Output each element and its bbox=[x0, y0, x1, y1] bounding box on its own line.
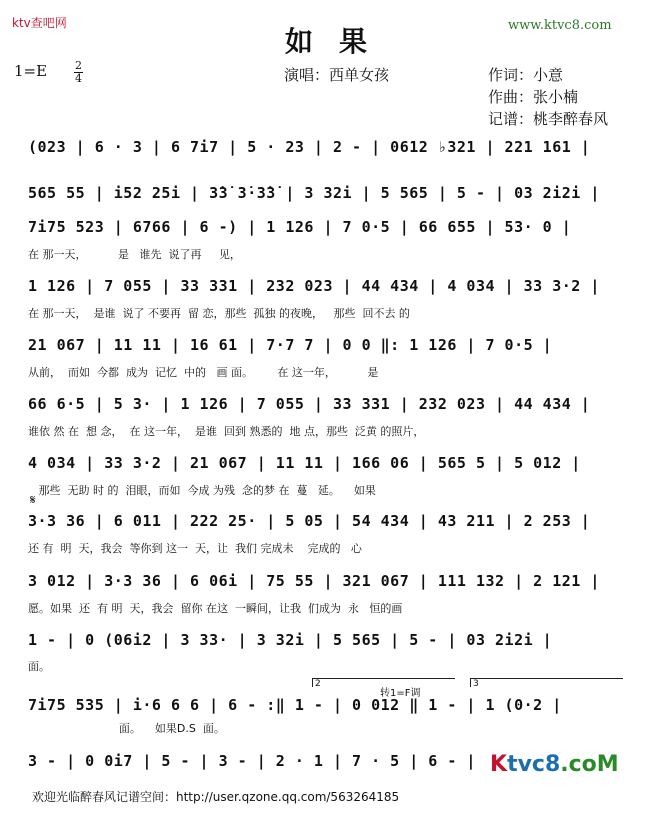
time-signature-bottom: 4 bbox=[75, 72, 82, 85]
lyricist-credit: 作词：小意 bbox=[488, 66, 564, 84]
time-signature bbox=[74, 60, 83, 85]
score-line-1: (023 | 6 · 3 | 6 7i7 | 5 · 23 | 2 - | 0612 ♭321 | 221 161 | bbox=[28, 138, 591, 156]
score-line-3: 7i75 523 | 6766 | 6 -) | 1 126 | 7 0·5 | 66 655 | 53· 0 | bbox=[28, 218, 572, 236]
lyric-line-4: 在 那一天， 是谁 说了 不要再 留 恋，那些 孤独 的夜晚， 那些 回不去 的 bbox=[28, 307, 410, 320]
transcriber-credit: 记谱：桃李醉春风 bbox=[488, 110, 609, 128]
score-line-10: 1 - | 0 (06i2 | 3 33· | 3 32i | 5 565 | 5 - | 03 2i2i | bbox=[28, 631, 553, 649]
score-line-9: 3 012 | 3·3 36 | 6 06i | 75 55 | 321 067 | 111 132 | 2 121 | bbox=[28, 572, 600, 590]
footer-text: 欢迎光临醉春风记谱空间：http://user.qzone.qq.com/563264185 bbox=[32, 790, 400, 804]
logo-tvc8: tvc8 bbox=[507, 752, 561, 777]
logo-com: .coM bbox=[560, 752, 619, 777]
song-title: 如果 bbox=[285, 25, 394, 58]
watermark-right: www.ktvc8.com bbox=[508, 18, 612, 33]
score-line-7: 4 034 | 33 3·2 | 21 067 | 11 11 | 166 06 | 565 5 | 5 012 | bbox=[28, 454, 581, 472]
lyric-line-11: 面。 如果D.S 面。 bbox=[28, 722, 225, 735]
volta-bracket-3 bbox=[470, 678, 623, 687]
score-line-8: 3·3 36 | 6 011 | 222 25· | 5 05 | 54 434 | 43 211 | 2 253 | bbox=[28, 512, 591, 530]
volta-2-label: 2 bbox=[315, 679, 321, 689]
singer-credit: 演唱：西单女孩 bbox=[284, 66, 390, 84]
lyric-line-10: 面。 bbox=[28, 660, 50, 673]
time-signature-top: 2 bbox=[75, 59, 82, 72]
key-signature: 1=E bbox=[14, 62, 48, 80]
logo-k: K bbox=[490, 752, 508, 777]
site-logo bbox=[490, 752, 619, 777]
score-line-11: 7i75 535 | i·6 6 6 | 6 - :‖ 1 - | 0 012 ‖ 1 - | 1 (0·2 | bbox=[28, 696, 562, 714]
score-line-12: 3 - | 0 0i7 | 5 - | 3 - | 2 · 1 | 7 · 5 | 6 - | bbox=[28, 752, 476, 770]
modulation-note: 转1=F调 bbox=[380, 688, 421, 699]
segno-sign: 𝄋 bbox=[30, 493, 36, 508]
score-line-2: 565 55 | i52 25i | 3̇3̇ 3̇·3̇3̇ | 3 32i | 5 565 | 5 - | 03 2i2i | bbox=[28, 184, 600, 202]
lyric-line-6: 谁依 然 在 想 念， 在 这一年， 是谁 回到 熟悉的 地 点，那些 泛黄 的照片， bbox=[28, 425, 425, 438]
lyric-line-9: 愿。如果 还 有 明 天，我会 留你 在这 一瞬间，让我 们成为 永 恒的画 bbox=[28, 602, 403, 615]
lyric-line-7: 那些 无助 时 的 泪眼，而如 今成 为残 念的梦 在 蔓 延。 如果 bbox=[28, 484, 376, 497]
lyric-line-3: 在 那一天， 是 谁先 说了再 见， bbox=[28, 248, 241, 261]
watermark-left: ktv查吧网 bbox=[12, 16, 67, 30]
composer-credit: 作曲：张小楠 bbox=[488, 88, 579, 106]
volta-3-label: 3 bbox=[473, 679, 479, 689]
lyric-line-5: 从前， 而如 今都 成为 记忆 中的 画 面。 在 这一年， 是 bbox=[28, 366, 379, 379]
score-line-4: 1 126 | 7 055 | 33 331 | 232 023 | 44 434 | 4 034 | 33 3·2 | bbox=[28, 277, 600, 295]
score-line-5: 21 067 | 11 11 | 16 61 | 7·7 7 | 0 0 ‖: 1 126 | 7 0·5 | bbox=[28, 336, 553, 354]
lyric-line-8: 还 有 明 天，我会 等你到 这一 天，让 我们 完成未 完成的 心 bbox=[28, 542, 362, 555]
score-line-6: 66 6·5 | 5 3· | 1 126 | 7 055 | 33 331 | 232 023 | 44 434 | bbox=[28, 395, 591, 413]
